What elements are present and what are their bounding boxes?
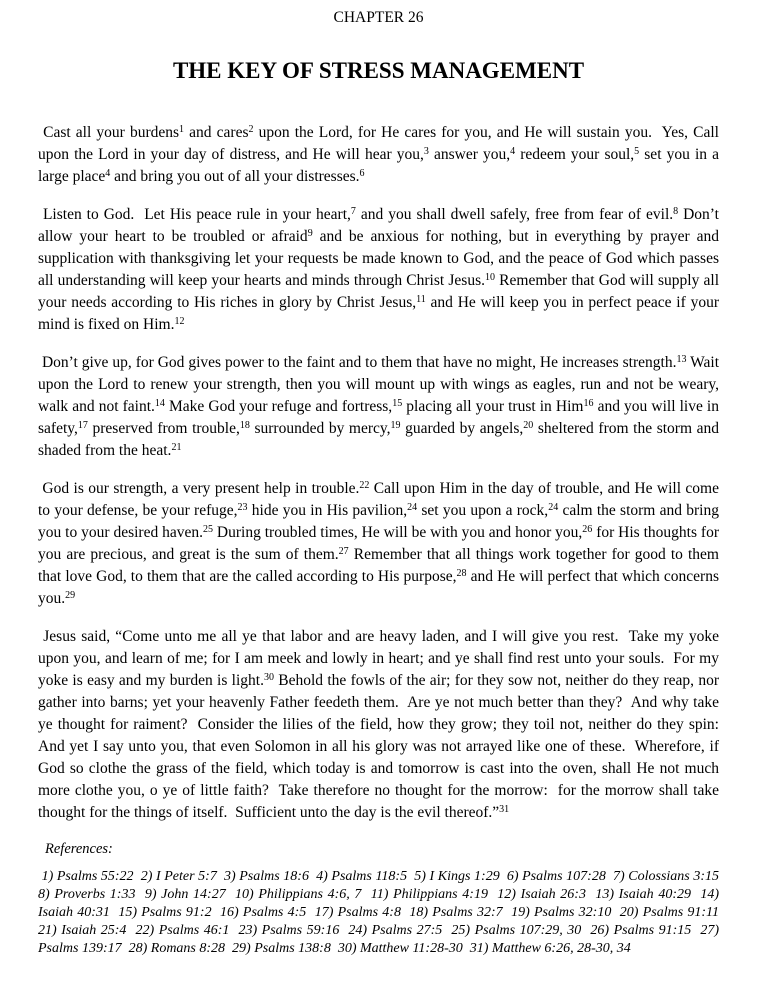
- body-paragraphs: [38, 122, 727, 824]
- footnote-ref-3: 3: [423, 146, 429, 157]
- body-paragraph: Don’t give up, for God gives power to the faint and to them that have no might, He increases strength.$^{13}$ Wait upon the Lord to renew your strength, then you will mount up with wings as eagles, run and not be weary, walk and not faint.$^{14}$ Make God your refuge and fortress,$^{15}$ placing all your trust in Him$^{16}$ and you will live in safety,$^{17}$ preserved from trouble,$^{18}$ surrounded by mercy,$^{19}$ guarded by angels,$^{20}$ sheltered from the storm and shaded from the heat.$^{21}$: [38, 354, 723, 459]
- footnote-ref-17: 17: [77, 420, 88, 431]
- footnote-ref-30: 30: [263, 672, 274, 683]
- footnote-ref-9: 9: [307, 228, 313, 239]
- footnote-ref-19: 19: [390, 420, 401, 431]
- footnote-ref-24: 24: [548, 502, 559, 513]
- footnote-ref-24: 24: [407, 502, 418, 513]
- footnote-ref-21: 21: [171, 442, 182, 453]
- footnote-ref-22: 22: [359, 480, 370, 491]
- footnote-ref-28: 28: [456, 568, 467, 579]
- body-paragraph: Jesus said, “Come unto me all ye that labor and are heavy laden, and I will give you rest. Take my yoke upon you, and learn of me; for I am meek and lowly in heart; and ye shall find rest unto your souls. For my yoke is easy and my burden is light.$^{30}$ Behold the fowls of the air; for they sow not, neither do they reap, nor gather into barns; yet your heavenly Father feedeth them. Are ye not much better than they? And why take ye thought for raiment? Consider the lilies of the field, how they grow; they toil not, neither do they spin: And yet I say unto you, that even Solomon in all his glory was not arrayed like one of these. Wherefore, if God so clothe the grass of the field, which today is and tomorrow is cast into the oven, shall He not much more clothe you, o ye of little faith? Take therefore no thought for the morrow: for the morrow shall take thought for the things of itself. Sufficient unto the day is the evil thereof.”$^{31}$: [38, 628, 727, 821]
- footnote-ref-11: 11: [416, 294, 426, 305]
- footnote-ref-13: 13: [676, 354, 687, 365]
- references-heading: References:: [45, 841, 113, 857]
- footnote-ref-10: 10: [484, 272, 495, 283]
- body-paragraph: Listen to God. Let His peace rule in your heart,$^7$ and you shall dwell safely, free from fear of evil.$^8$ Don’t allow your heart to be troubled or afraid$^9$ and be anxious for nothing, but in everything by prayer and supplication with thanksgiving let your requests be made known to God, and the peace of God which passes all understanding will keep your hearts and minds through Christ Jesus.$^{10}$ Remember that God will supply all your needs according to His riches in glory by Christ Jesus,$^{11}$ and He will keep you in perfect peace if your mind is fixed on Him.$^{12}$: [38, 206, 727, 333]
- chapter-label: CHAPTER 26: [333, 9, 424, 26]
- body-paragraph: God is our strength, a very present help in trouble.$^{22}$ Call upon Him in the day of trouble, and He will come to your defense, be your refuge,$^{23}$ hide you in His pavilion,$^{24}$ set you upon a rock,$^{24}$ calm the storm and bring you to your desired haven.$^{25}$ During troubled times, He will be with you and honor you,$^{26}$ for His thoughts for you are precious, and great is the sum of them.$^{27}$ Remember that all things work together for good to them that love God, to them that are the called according to His purpose,$^{28}$ and He will perfect that which concerns you.$^{29}$: [38, 480, 723, 607]
- footnote-ref-6: 6: [359, 168, 365, 179]
- footnote-ref-25: 25: [203, 524, 213, 535]
- footnote-ref-20: 20: [523, 420, 534, 431]
- footnote-ref-4: 4: [105, 168, 111, 179]
- footnote-ref-31: 31: [499, 804, 510, 815]
- footnote-ref-1: 1: [179, 124, 185, 135]
- footnote-ref-12: 12: [174, 316, 185, 327]
- footnote-ref-5: 5: [634, 146, 640, 157]
- footnote-ref-26: 26: [582, 524, 593, 535]
- footnote-ref-16: 16: [583, 398, 594, 409]
- references-section: [38, 840, 726, 958]
- footnote-ref-2: 2: [248, 124, 254, 135]
- footnote-ref-29: 29: [65, 590, 76, 601]
- page-title: THE KEY OF STRESS MANAGEMENT: [172, 58, 585, 83]
- footnote-ref-18: 18: [239, 420, 250, 431]
- footnote-ref-23: 23: [237, 502, 248, 513]
- footnote-ref-27: 27: [338, 546, 349, 557]
- footnote-ref-8: 8: [673, 206, 679, 217]
- footnote-ref-4: 4: [510, 146, 516, 157]
- footnote-ref-7: 7: [350, 206, 356, 217]
- body-paragraph: Cast all your burdens$^1$ and cares$^2$ upon the Lord, for He cares for you, and He will sustain you. Yes, Call upon the Lord in your day of distress, and He will hear you,$^3$ answer you,$^4$ redeem your soul,$^5$ set you in a large place$^4$ and bring you out of all your distresses.$^6$: [38, 124, 723, 185]
- footnote-ref-14: 14: [154, 398, 165, 409]
- footnote-ref-15: 15: [392, 398, 403, 409]
- references-list: 1) Psalms 55:22 2) I Peter 5:7 3) Psalms 18:6 4) Psalms 118:5 5) I Kings 1:29 6) Psalms 107:28 7) Colossians 3:15 8) Proverbs 1:33 9) John 14:27 10) Philippians 4:6, 7 11) Philippians 4:19 12) Isaiah 26:3 13) Isaiah 40:29 14) Isaiah 40:31 15) Psalms 91:2 16) Psalms 4:5 17) Psalms 4:8 18) Psalms 32:7 19) Psalms 32:10 20) Psalms 91:11 21) Isaiah 25:4 22) Psalms 46:1 23) Psalms 59:16 24) Psalms 27:5 25) Psalms 107:29, 30 26) Psalms 91:15 27) Psalms 139:17 28) Romans 8:28 29) Psalms 138:8 30) Matthew 11:28-30 31) Matthew 6:26, 28-30, 34: [38, 869, 726, 956]
